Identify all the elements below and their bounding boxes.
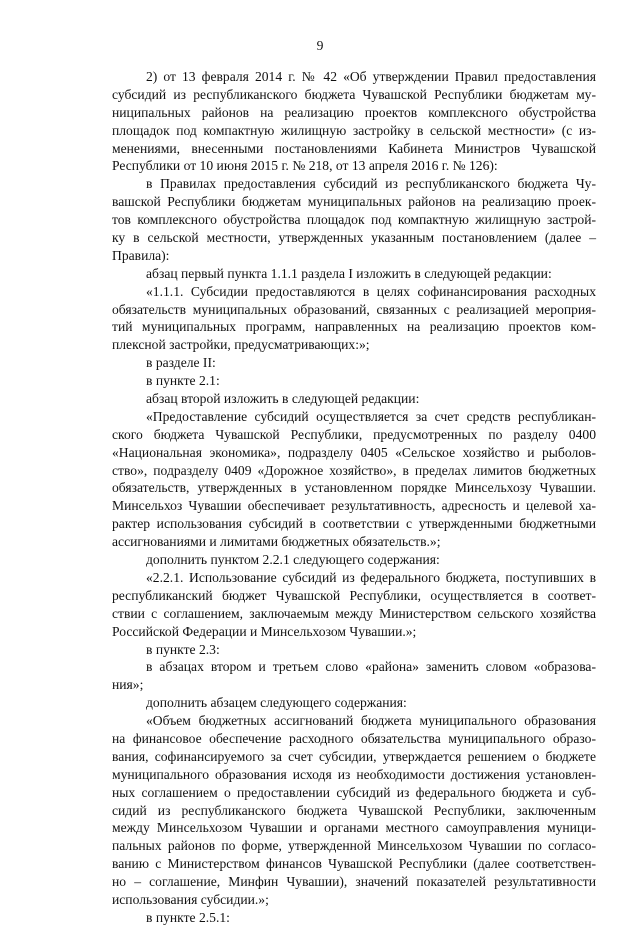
text-line: использования субсидии.»; [112, 891, 269, 907]
text-line: «Объем бюджетных ассигнований бюджета муниципального образования [146, 713, 596, 729]
text-line: ных соглашением о предоставлении субсидий из федерального бюджета и суб- [112, 784, 596, 800]
text-line: между Минсельхозом Чувашии и органами местного самоуправления муници- [112, 820, 596, 836]
text-line: в разделе II: [146, 355, 216, 371]
text-line: субсидий из республиканского бюджета Чувашской Республики бюджетам му- [112, 86, 596, 102]
page-number: 9 [316, 38, 324, 53]
text-line: но – соглашение, Минфин Чувашии), значений показателей результативности [112, 874, 596, 890]
text-line: ствии с соглашением, заключаемым между Министерством сельского хозяйства [112, 605, 596, 621]
text-line: в абзацах втором и третьем слово «района» заменить словом «образова- [146, 659, 596, 675]
text-line: «2.2.1. Использование субсидий из федерального бюджета, поступивших в [146, 569, 596, 585]
text-line: Правила): [112, 247, 170, 263]
text-line: обязательств муниципальных образований, связанных с реализацией мероприя- [112, 301, 596, 317]
text-line: обязательств, утвержденных в установленном порядке Минсельхозу Чувашии. [112, 480, 596, 496]
text-line: ния»; [112, 677, 144, 693]
text-line: Минсельхоз Чувашии обеспечивает результативность, адресность и целевой ха- [112, 498, 596, 514]
text-line: вания, софинансируемого за счет субсидии, утверждается решением о бюджете [112, 748, 596, 764]
text-line: 2) от 13 февраля 2014 г. № 42 «Об утверждении Правил предоставления [146, 69, 596, 84]
text-line: ство», подразделу 0409 «Дорожное хозяйство», в пределах лимитов бюджетных [112, 462, 596, 478]
text-line: ванию с Министерством финансов Чувашской Республики (далее соответствен- [112, 856, 596, 872]
text-line: Российской Федерации и Минсельхозом Чувашии.»; [112, 623, 417, 639]
text-line: ку в сельской местности, утвержденных указанным постановлением (далее – [112, 230, 596, 246]
text-line: рактер использования субсидий в соответствии с утвержденными бюджетными [112, 516, 596, 532]
text-line: на финансовое обеспечение расходного обязательства муниципального образо- [112, 730, 596, 746]
text-line: вашской Республики бюджетам муниципальных районов на реализацию проек- [112, 194, 596, 210]
text-line: в пункте 2.5.1: [146, 909, 230, 925]
text-line: ассигнованиями и лимитами бюджетных обязательств.»; [112, 534, 441, 550]
text-line: Республики от 10 июня 2015 г. № 218, от 13 апреля 2016 г. № 126): [112, 158, 498, 174]
text-line: тий муниципальных программ, направленных на реализацию проектов ком- [112, 319, 596, 335]
text-line: в пункте 2.1: [146, 373, 220, 389]
text-line: абзац второй изложить в следующей редакции: [146, 391, 420, 407]
text-line: муниципального образования исходя из необходимости достижения установлен- [112, 766, 596, 782]
text-line: ского бюджета Чувашской Республики, предусмотренных по разделу 0400 [112, 426, 596, 442]
text-line: плексной застройки, предусматривающих:»; [112, 337, 370, 353]
text-line: абзац первый пункта 1.1.1 раздела I изложить в следующей редакции: [146, 265, 552, 281]
text-line: площадок под компактную жилищную застройку в сельской местности» (с из- [112, 122, 596, 138]
body-text [112, 68, 596, 927]
text-line: тов комплексного обустройства площадок под компактную жилищную застрой- [112, 212, 596, 228]
text-line: «Предоставление субсидий осуществляется за счет средств республикан- [146, 408, 596, 424]
text-line: сидий из республиканского бюджета Чувашской Республики, заключенным [112, 802, 596, 818]
text-line: дополнить абзацем следующего содержания: [146, 695, 407, 711]
text-line: «1.1.1. Субсидии предоставляются в целях софинансирования расходных [146, 283, 596, 299]
text-line: республиканский бюджет Чувашской Республики, осуществляется в соответ- [112, 587, 596, 603]
text-line: пальных районов по форме, утвержденной Минсельхозом Чувашии по согласо- [112, 838, 596, 854]
text-line: в Правилах предоставления субсидий из республиканского бюджета Чу- [146, 176, 596, 192]
text-line: ниципальных районов на реализацию проектов комплексного обустройства [112, 104, 596, 120]
text-line: в пункте 2.3: [146, 641, 220, 657]
text-line: «Национальная экономика», подразделу 0405 «Сельское хозяйство и рыболов- [112, 444, 596, 460]
text-line: менениями, внесенными постановлениями Кабинета Министров Чувашской [112, 140, 596, 156]
text-line: дополнить пунктом 2.2.1 следующего содержания: [146, 552, 440, 568]
